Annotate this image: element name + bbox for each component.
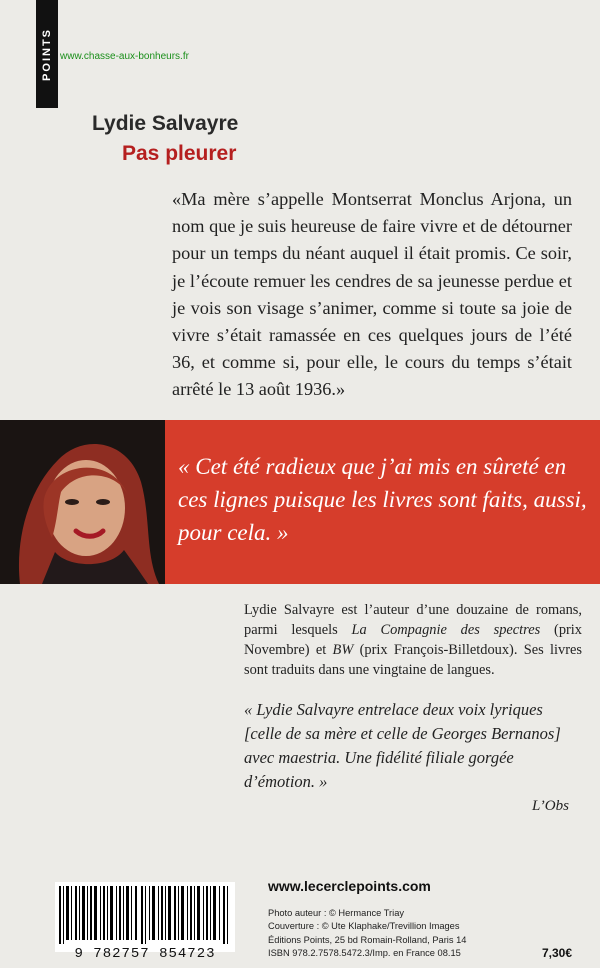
excerpt: «Ma mère s’appelle Montserrat Monclus Arjona, un nom que je suis heureuse de faire vivre et de détourner pour un temps du néant auquel il était promis. Ce soir, je l’écoute remuer les cendres de sa jeunesse perdue et je vois son visage s’animer, comme si toute sa joie de vivre s’était ramassée en ces quelques jours de l’été 36, et comme si, pour elle, le cours du temps s’était arrêté le 13 août 1936.» (172, 189, 573, 400)
author-photo (0, 420, 165, 584)
barcode-digits: 9 782757 854723 (74, 946, 216, 962)
credit-line: Photo auteur : © Hermance Triay (268, 908, 405, 918)
price: 7,30€ (542, 946, 573, 960)
watermark: www.chasse-aux-bonheurs.fr (60, 51, 189, 62)
bio-text-1: Lydie Salvayre est l’auteur d’une douzaine de romans, parmi lesquels (244, 602, 582, 638)
credit-line: Couverture : © Ute Klaphake/Trevillion Images (268, 921, 460, 932)
credit-line: ISBN 978.2.7578.5472.3/Imp. en France 08.15 (268, 947, 461, 958)
series-tab (36, 0, 58, 108)
press-source: L’Obs (532, 798, 569, 814)
author-bio (244, 600, 582, 680)
author-name: Lydie Salvayre (92, 112, 239, 135)
bio-book-1: La Compagnie des spectres (351, 622, 541, 638)
publisher-website[interactable]: www.lecerclepoints.com (268, 878, 431, 894)
series-tab-label: POINTS (41, 27, 53, 81)
barcode-graphic (55, 882, 235, 944)
book-title: Pas pleurer (122, 142, 237, 165)
credits (268, 907, 466, 960)
bio-book-2: BW (332, 642, 354, 658)
credit-line: Éditions Points, 25 bd Romain-Rolland, Paris 14 (268, 934, 467, 945)
bio-text-2: (prix Novembre) et (244, 622, 583, 658)
press-quote: « Lydie Salvayre entrelace deux voix lyriques [celle de sa mère et celle de Georges Bernanos] avec maestria. Une fidélité filiale gorgée d’émotion. » (244, 700, 561, 791)
author-portrait-illustration (0, 420, 165, 584)
bio-text-3: (prix François-Billetdoux). Ses livres sont traduits dans une vingtaine de langues. (244, 642, 582, 678)
isbn-barcode (55, 882, 235, 952)
red-quote: « Cet été radieux que j’ai mis en sûreté en ces lignes puisque les livres sont faits, aussi, pour cela. » (178, 454, 587, 545)
